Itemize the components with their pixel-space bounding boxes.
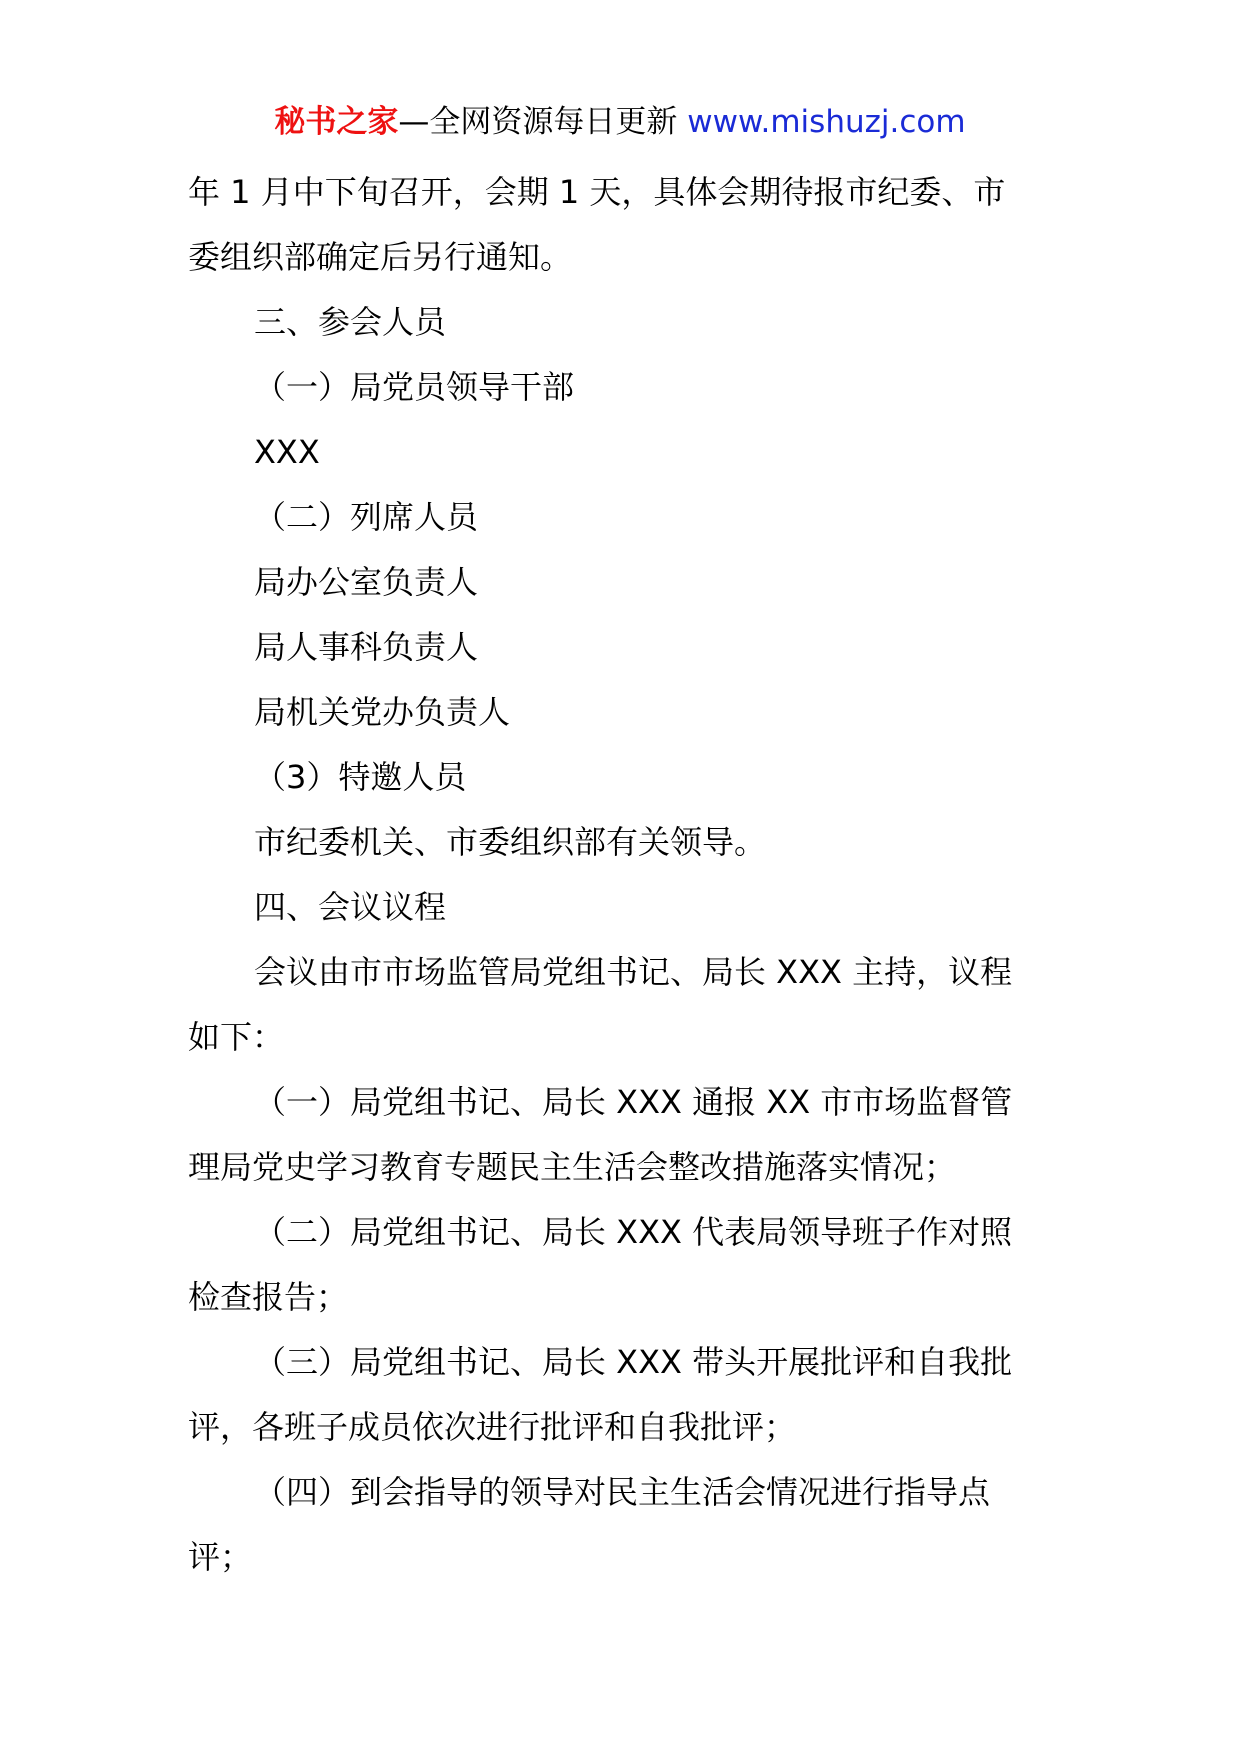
text-line: 局办公室负责人	[254, 563, 479, 601]
text-line: 委组织部确定后另行通知。	[188, 238, 573, 276]
document-body	[188, 160, 1058, 1590]
text-line: 年 1 月中下旬召开，会期 1 天，具体会期待报市纪委、市	[188, 173, 1006, 211]
text-line: 市纪委机关、市委组织部有关领导。	[254, 823, 767, 861]
text-line: （二）局党组书记、局长 XXX 代表局领导班子作对照	[254, 1213, 1013, 1251]
text-line: （四）到会指导的领导对民主生活会情况进行指导点	[254, 1473, 991, 1511]
header-slogan: —全网资源每日更新	[398, 104, 678, 140]
sub-heading: （一）局党员领导干部	[254, 368, 575, 406]
text-line: 评，各班子成员依次进行批评和自我批评；	[188, 1408, 797, 1446]
text-line: 局机关党办负责人	[254, 693, 511, 731]
text-line: 理局党史学习教育专题民主生活会整改措施落实情况；	[188, 1148, 957, 1186]
section-heading: 三、参会人员	[254, 303, 447, 341]
text-line: XXX	[254, 433, 320, 471]
brand-name: 秘书之家	[274, 104, 399, 140]
site-url-link[interactable]: www.mishuzj.com	[687, 104, 966, 140]
text-line: （三）局党组书记、局长 XXX 带头开展批评和自我批	[254, 1343, 1013, 1381]
text-line: 会议由市市场监管局党组书记、局长 XXX 主持，议程	[254, 953, 1013, 991]
text-line: （一）局党组书记、局长 XXX 通报 XX 市市场监督管	[254, 1083, 1013, 1121]
section-heading: 四、会议议程	[254, 888, 447, 926]
text-line: 检查报告；	[188, 1278, 349, 1316]
sub-heading: （3）特邀人员	[254, 758, 467, 796]
page-header	[0, 100, 1240, 144]
text-line: 如下：	[188, 1018, 285, 1056]
text-line: 局人事科负责人	[254, 628, 479, 666]
text-line: 评；	[188, 1538, 253, 1576]
sub-heading: （二）列席人员	[254, 498, 479, 536]
